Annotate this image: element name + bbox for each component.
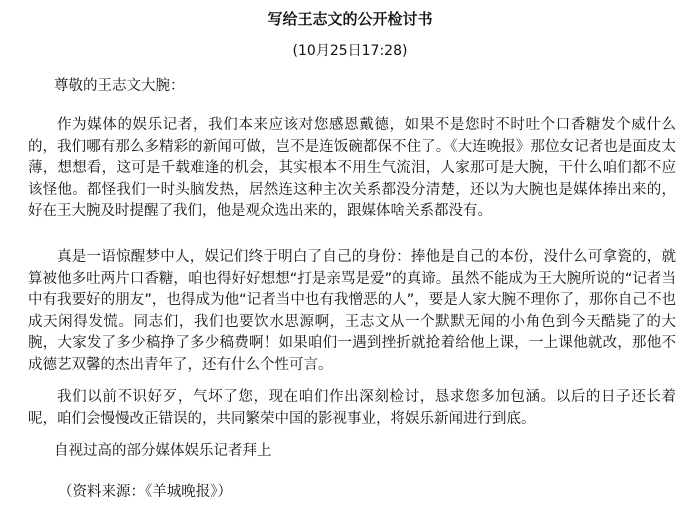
- body-paragraph-1: 作为媒体的娱乐记者，我们本来应该对您感恩戴德，如果不是您时不时吐个口香糖发个威什么的，我们哪有那么多精彩的新闻可做，岂不是连饭碗都保不住了。《大连晚报》那位女记者也是面皮太薄，想想看，这可是千载难逢的机会，其实根本不用生气流泪，人家那可是大腕，干什么咱们都不应该怪他。都怪我们一时头脑发热，居然连这种主次关系都没分清楚，还以为大腕也是媒体捧出来的，好在王大腕及时提醒了我们，他是观众选出来的，跟媒体啥关系都没有。: [28, 117, 676, 219]
- source-note: （资料来源：《羊城晚报》）: [58, 484, 232, 500]
- document-title: 写给王志文的公开检讨书: [267, 10, 433, 28]
- publish-date: (10月25日17:28): [292, 43, 408, 59]
- signature: 自视过高的部分媒体娱乐记者拜上: [54, 443, 272, 459]
- body-paragraph-2: 真是一语惊醒梦中人，娱记们终于明白了自己的身份：捧他是自己的本份，没什么可拿瓷的，就算被他多吐两片口香糖，咱也得好好想想“打是亲骂是爱”的真谛。虽然不能成为王大腕所说的“记者当中有我要好的朋友”，也得成为他“记者当中也有我憎恶的人”，要是人家大腕不理你了，那你自己不也成天闲得发慌。同志们，我们也要饮水思源啊，王志文从一个默默无闻的小角色到今天酷毙了的大腕，大家发了多少稿挣了多少稿费啊！如果咱们一遇到挫折就抢着给他上课，一上课他就改，那他不成德艺双馨的杰出青年了，还有什么个性可言。: [28, 249, 676, 373]
- salutation: 尊敬的王志文大腕：: [54, 78, 185, 94]
- body-paragraph-3: 我们以前不识好歹，气坏了您，现在咱们作出深刻检讨，恳求您多加包涵。以后的日子还长着呢，咱们会慢慢改正错误的，共同繁荣中国的影视事业，将娱乐新闻进行到底。: [28, 389, 676, 427]
